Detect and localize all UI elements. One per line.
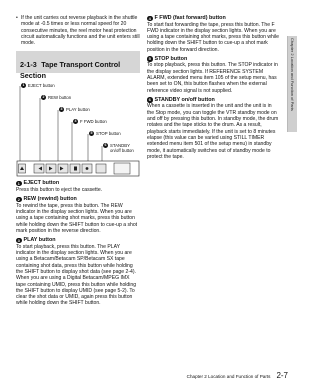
chapter-side-tab-label: Chapter 2 Location and Function of Parts <box>290 38 295 111</box>
callout-stop <box>89 131 121 136</box>
section-title: Tape Transport Control <box>41 60 121 70</box>
item-standby <box>147 97 279 160</box>
callout-label: STOP button <box>96 131 121 137</box>
callout-number: 3 <box>60 107 63 112</box>
item-body: Press this button to eject the cassette. <box>16 186 103 193</box>
callout-label: F FWD button <box>80 119 107 125</box>
control-panel-illustration <box>16 77 140 177</box>
callout-play <box>59 107 90 112</box>
section-number: 2-1-3 <box>20 60 37 70</box>
callout-standby <box>103 143 134 153</box>
item-rew <box>16 196 140 234</box>
left-column <box>16 15 140 307</box>
callout-rew <box>41 95 71 100</box>
item-body: To start playback, press this button. The PLAY indicator in the display section lights. When you are using a Betacam/Betacam SP/Betacam SX tape containing shot data, press this button while holding the SHIFT button to display shot data (see page 2-4). When you are using a Digital Betacam/MPEG IMX tape containing UMID, press this button while holding the SHIFT button to display UMID (see page 5-2). To clear the shot data or UMID, again press this button while holding down the SHIFT button. <box>16 243 137 307</box>
callout-label: REW button <box>48 95 72 101</box>
callout-label: STANDBY <box>110 143 130 149</box>
item-number: 1 <box>17 180 20 186</box>
item-number: 2 <box>17 196 20 202</box>
item-ffwd <box>147 15 279 53</box>
section-title-line2: Section <box>20 71 46 81</box>
item-title: STANDBY on/off button <box>154 96 215 103</box>
chapter-side-tab <box>287 36 297 132</box>
intro-bullet: • If the unit carries out reverse playback in the shuttle mode at -0.5 times or less normal speed for 20 consecutive minutes, the reel motor heat protection circuit automatically functions and the unit enters still mode. <box>16 15 140 46</box>
item-title: EJECT button <box>23 180 60 187</box>
item-number: 4 <box>148 15 151 21</box>
callout-label: EJECT button <box>28 83 55 89</box>
item-number: 3 <box>17 237 20 243</box>
item-body: To rewind the tape, press this button. The REW indicator in the display section lights. When you are using a tape containing shot marks, press this button while holding down the SHIFT button to cue-up a shot mark position in the reverse direction. <box>16 202 138 234</box>
callout-eject <box>21 83 55 88</box>
control-panel-diagram <box>16 77 140 177</box>
callout-number: 4 <box>74 119 77 124</box>
item-play <box>16 237 140 306</box>
callout-label: PLAY button <box>66 107 90 113</box>
footer-chapter: Chapter 2 Location and Function of Parts <box>186 374 271 379</box>
right-column <box>147 15 279 160</box>
item-stop <box>147 56 279 94</box>
item-body: To stop playback, press this button. The STOP indicator in the display section lights. If REFERENCE SYSTEM ALARM, extended menu item 105 of the setup menu, has been set to ON, this button flashes when the external reference video signal is not supplied. <box>147 62 278 94</box>
callout-number: 5 <box>90 131 93 136</box>
callout-number: 1 <box>22 83 25 88</box>
item-title: STOP button <box>154 55 188 62</box>
page-footer <box>187 371 288 380</box>
callout-label-line2: on/off button <box>110 148 134 154</box>
section-header <box>16 51 140 81</box>
item-number: 6 <box>148 97 151 103</box>
callout-number: 6 <box>104 143 107 148</box>
callout-number: 2 <box>42 95 45 100</box>
item-title: PLAY button <box>23 237 56 244</box>
item-eject <box>16 180 140 193</box>
item-body: To start fast forwarding the tape, press this button. The F FWD indicator in the display section lights. When you are using a tape containing shot marks, press this button while holding down the SHIFT button to cue-up a shot mark position in the forward direction. <box>147 21 279 53</box>
item-title: REW (rewind) button <box>23 196 77 203</box>
callout-ffwd <box>73 119 107 124</box>
page-number: 2-7 <box>276 371 288 380</box>
item-body: When a cassette is inserted in the unit and the unit is in the Stop mode, you can toggle the VTR standby mode on and off by pressing this button. In standby mode, the drum rotates and the tape sticks to the drum. As a result, playback starts immediately. If the unit is set to 8 minutes elapse (this value can be varied using STILL TIMER extended menu item 501 of the setup menu) in standby mode, it automatically switches out of standby mode to protect the tape. <box>147 103 279 160</box>
item-title: F FWD (fast forward) button <box>154 15 226 21</box>
item-number: 5 <box>148 56 151 62</box>
